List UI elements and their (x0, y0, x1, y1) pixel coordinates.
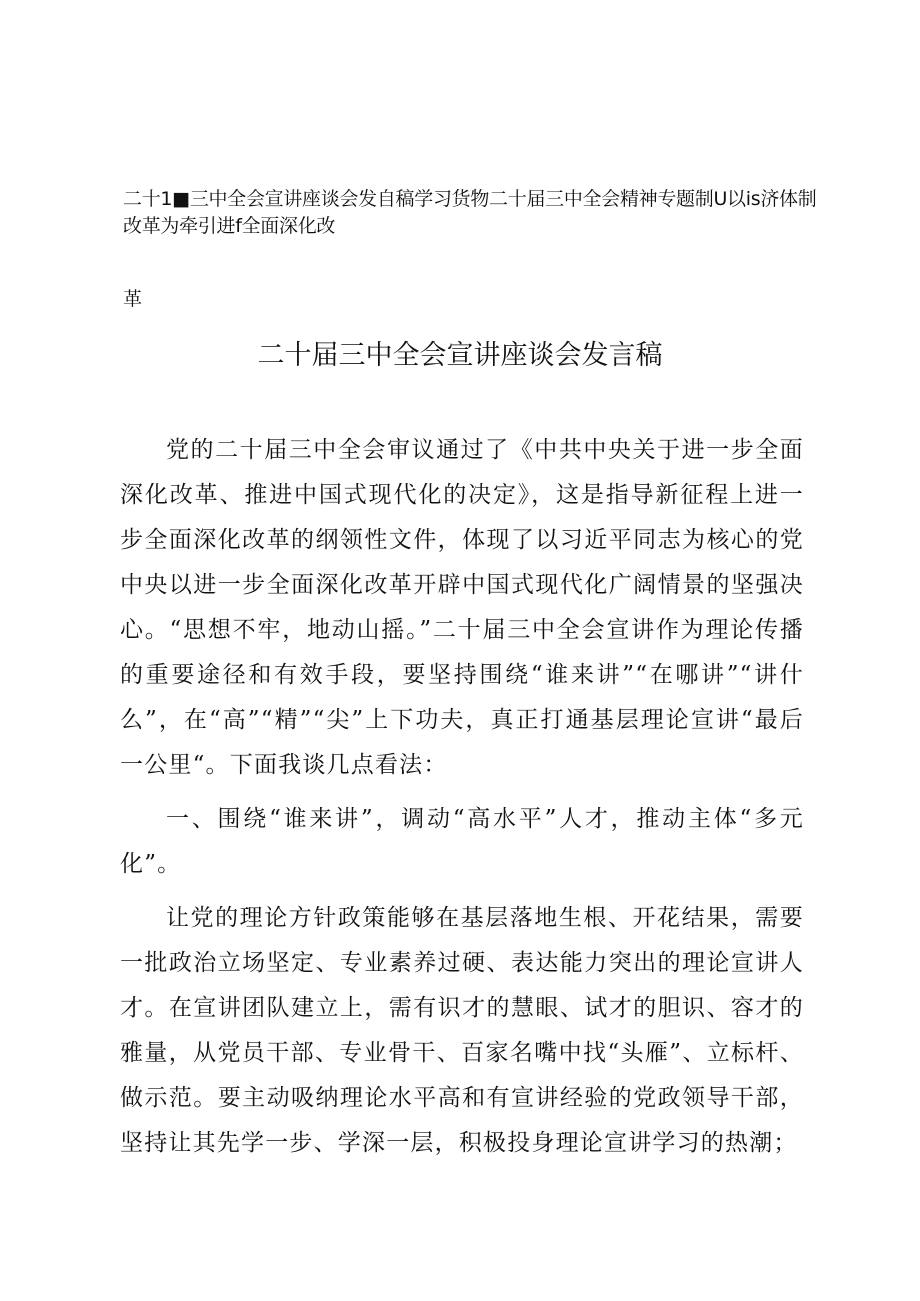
speech-title: 二十届三中全会宣讲座谈会发言稿 (257, 340, 663, 371)
section-heading-1: 一、围绕“谁来讲”，调动“高水平”人才，推动主体“多元化”。 (120, 806, 804, 877)
speech-body (120, 428, 804, 1166)
body-paragraph-intro: 党的二十届三中全会审议通过了《中共中央关于进一步全面深化改革、推进中国式现代化的决定》，这是指导新征程上进一步全面深化改革的纲领性文件，体现了以习近平同志为核心的党中央以进一步全面深化改革开辟中国式现代化广阔情景的坚强决心。“思想不牢，地动山摇。”二十届三中全会宣讲作为理论传播的重要途径和有效手段，要坚持围绕“谁来讲”“在哪讲”“讲什么”，在“高”“精”“尖”上下功夫，真正打通基层理论宣讲“最后一公里“。下面我谈几点看法： (120, 437, 804, 778)
document-heading: 二十1■三中全会宣讲座谈会发自稿学习货物二十届三中全会精神专题制U以is济体制改革为牵引进f全面深化改 (123, 188, 817, 237)
body-paragraph-section-1: 让党的理论方针政策能够在基层落地生根、开花结果，需要一批政治立场坚定、专业素养过硬、表达能力突出的理论宣讲人才。在宣讲团队建立上，需有识才的慧眼、试才的胆识、容才的雅量，从党员干部、专业骨干、百家名嘴中找“头雁”、立标杆、做示范。要主动吸纳理论水平高和有宣讲经验的党政领导干部，坚持让其先学一步、学深一层，积极投身理论宣讲学习的热潮； (120, 905, 804, 1156)
document-heading-tail: 革 (123, 288, 143, 310)
